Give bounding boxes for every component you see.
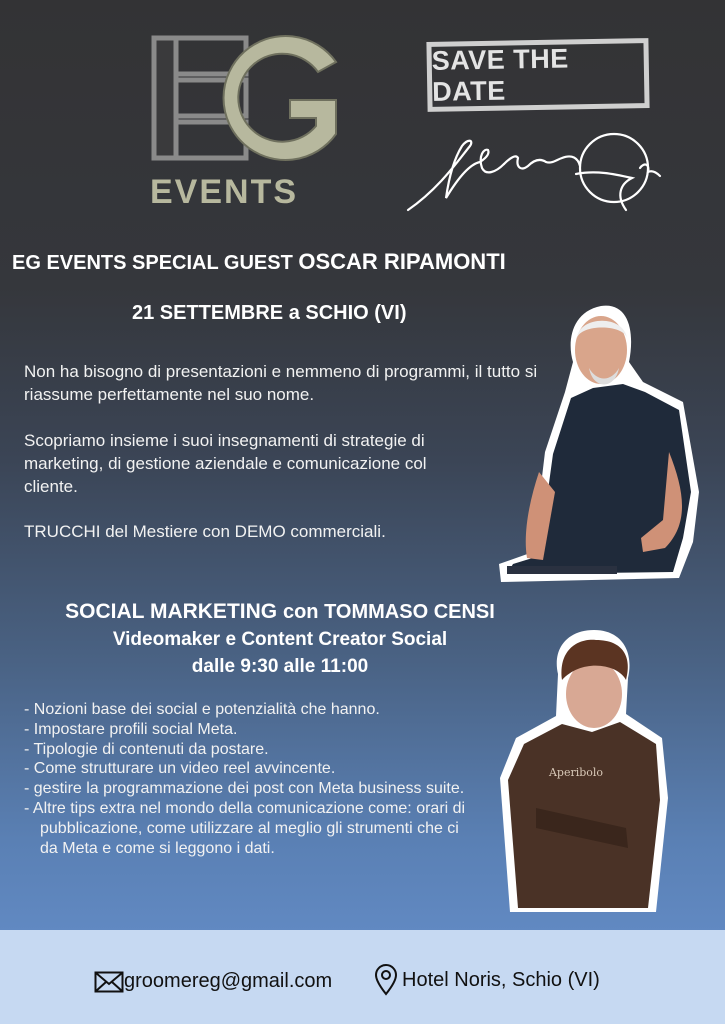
hoodie-print: Aperibolo	[548, 766, 604, 779]
intro-paragraph-3: TRUCCHI del Mestiere con DEMO commerciali.	[24, 522, 386, 541]
intro-paragraph-2: Scopriamo insieme i suoi insegnamenti di strategie di marketing, di gestione aziendale e comunicazione col cliente.	[24, 431, 427, 496]
list-item: - Tipologie di contenuti da postare.	[24, 740, 269, 758]
social-speaker: con TOMMASO CENSI	[282, 601, 495, 623]
list-item: - Come strutturare un video reel avvincente.	[24, 760, 336, 778]
eg-events-logo	[150, 30, 345, 211]
location-info	[374, 964, 600, 996]
speaker-photo-tommaso	[496, 628, 670, 914]
list-item: - gestire la programmazione dei post con Meta business suite.	[24, 780, 465, 798]
list-item: - Impostare profili social Meta.	[24, 720, 238, 738]
event-date: 21 SETTEMBRE a SCHIO (VI)	[132, 302, 407, 324]
map-pin-icon	[374, 964, 398, 996]
list-item: - Nozioni base dei social e potenzialità che hanno.	[24, 701, 380, 718]
guest-photo-oscar	[493, 302, 705, 584]
save-the-date-stamp: SAVE THE DATE	[426, 38, 649, 112]
social-title: SOCIAL MARKETING	[65, 600, 278, 623]
list-item: - Altre tips extra nel mondo della comunicazione come: orari di pubblicazione, come utilizzare al meglio gli strumenti che ci da Meta e come si leggono i dati.	[24, 799, 466, 857]
email-address: groomereg@gmail.com	[124, 970, 333, 992]
email-contact[interactable]	[94, 970, 332, 993]
location-text: Hotel Noris, Schio (VI)	[402, 968, 600, 991]
topics-list	[24, 700, 474, 858]
intro-paragraph-1: Non ha bisogno di presentazioni e nemmeno di programmi, il tutto si riassume perfettamente nel suo nome.	[24, 362, 538, 404]
footer-bar	[0, 930, 725, 1024]
envelope-icon	[94, 971, 124, 993]
session-time: dalle 9:30 alle 11:00	[191, 656, 369, 677]
headline	[12, 249, 506, 275]
eg-logo-mark	[150, 30, 345, 170]
headline-prefix: EG EVENTS SPECIAL GUEST	[12, 252, 293, 274]
signature-icon	[400, 118, 670, 228]
speaker-role: Videomaker e Content Creator Social	[112, 629, 448, 650]
guest-name: OSCAR RIPAMONTI	[298, 249, 506, 274]
social-marketing-section	[30, 598, 530, 680]
logo-wordmark: EVENTS	[150, 173, 299, 211]
